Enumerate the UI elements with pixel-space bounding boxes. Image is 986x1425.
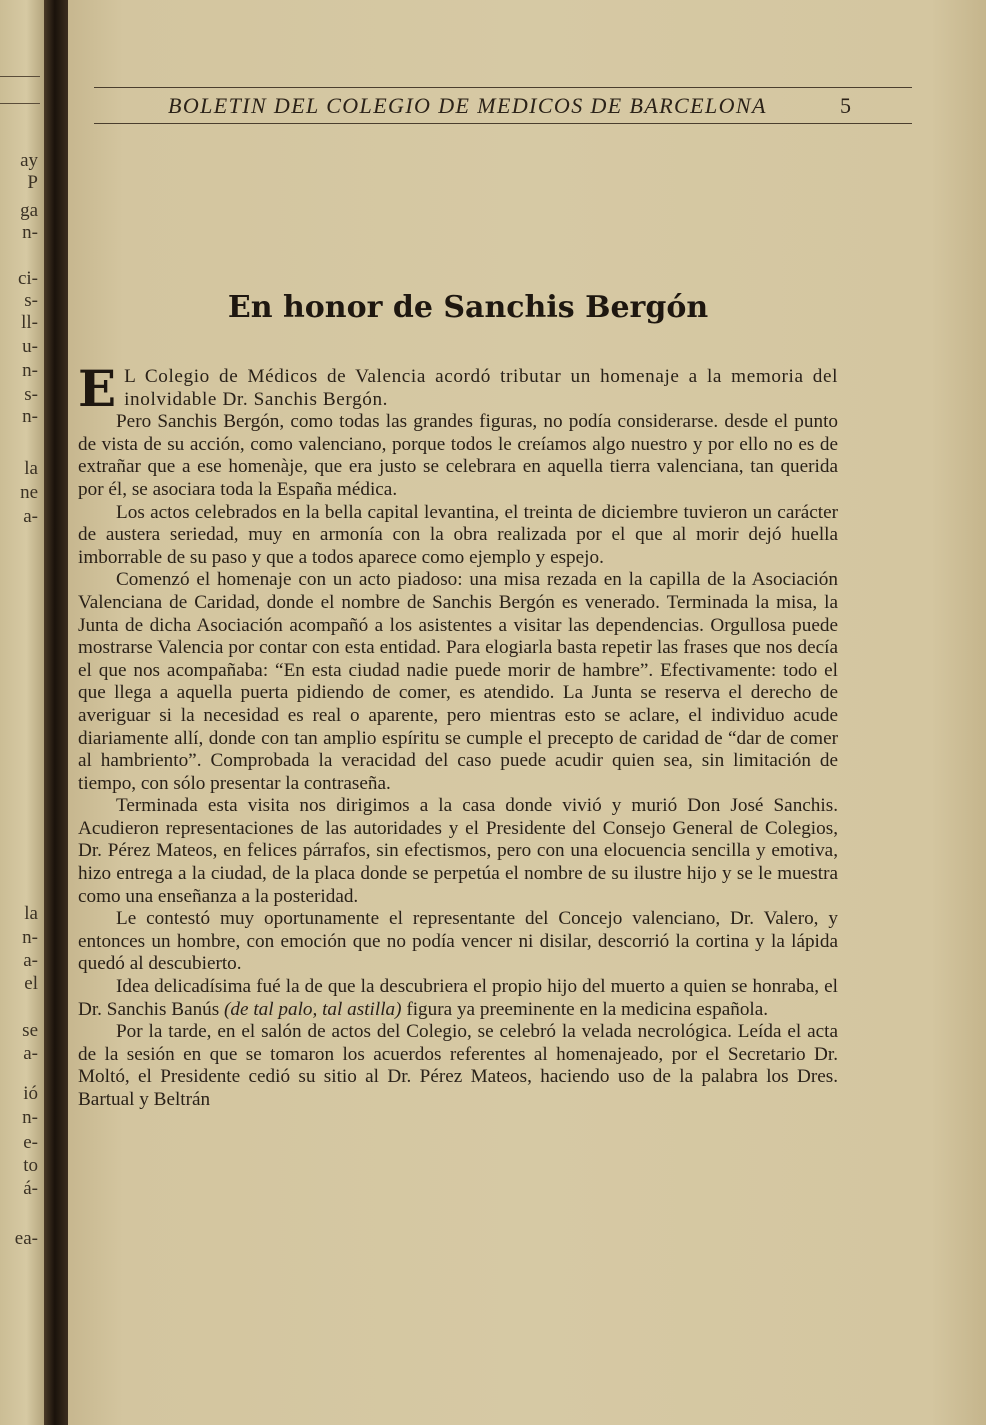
- adjacent-page-fragment: ga: [20, 200, 38, 221]
- header-rule-bottom: [94, 123, 912, 124]
- adjacent-page-fragment: s-: [24, 290, 38, 311]
- page-number: 5: [840, 93, 851, 118]
- adjacent-page-fragment: to: [23, 1155, 38, 1176]
- adjacent-page-fragment: a-: [23, 506, 38, 527]
- adjacent-page-fragment: se: [22, 1020, 38, 1041]
- adjacent-page-fragment: ay: [20, 150, 38, 171]
- adjacent-page-fragment: n-: [22, 360, 38, 381]
- adjacent-page-fragment: á-: [23, 1178, 38, 1199]
- drop-cap: E: [78, 359, 117, 418]
- running-header: [68, 93, 986, 119]
- lead-paragraph: [78, 359, 838, 418]
- adjacent-page-fragment: ll-: [21, 312, 38, 333]
- adjacent-page-fragment: u-: [22, 336, 38, 357]
- paragraph-text: figura ya preeminente en la medicina española.: [401, 998, 769, 1020]
- italic-phrase: (de tal palo, tal astilla): [224, 998, 402, 1020]
- adjacent-page-fragment: el: [24, 973, 38, 994]
- header-rule-top: [94, 87, 912, 88]
- adjacent-page-fragment: ne: [20, 482, 38, 503]
- adjacent-page-fragment: P: [27, 172, 38, 193]
- paragraph-text: Idea delicadísima fué la de que la descubriera el propio hijo del muerto a quien se honraba, el Dr. Sanchis Banús: [78, 976, 838, 1020]
- book-gutter: [44, 0, 68, 1425]
- adjacent-page-fragment: n-: [22, 1107, 38, 1128]
- paragraph: Por la tarde, en el salón de actos del Colegio, se celebró la velada necrológica. Leída el acta de la sesión en que se tomaron los acuerdos referentes al homenajeado, por el Secretario Dr. Moltó, el Presidente cedió su sitio al Dr. Pérez Mateos, haciendo uso de la palabra los Dres. Bartual y Beltrán: [78, 1021, 838, 1110]
- adjacent-page-fragment: n-: [22, 927, 38, 948]
- journal-title: BOLETIN DEL COLEGIO DE MEDICOS DE BARCELONA: [168, 93, 767, 118]
- adjacent-page-fragment: a-: [23, 950, 38, 971]
- adjacent-page-fragment: ió: [23, 1083, 38, 1104]
- adjacent-page-fragment: n-: [22, 222, 38, 243]
- adjacent-page-rule: [0, 76, 40, 77]
- paragraph: Terminada esta visita nos dirigimos a la casa donde vivió y murió Don José Sanchis. Acudieron representaciones de las autoridades y el Presidente del Consejo General de Colegios, Dr. Pérez Mateos, en felices párrafos, sin efectismos, pero con una elocuencia sencilla y emotiva, hizo entrega a la ciudad, de la placa donde se perpetúa el nombre de su ilustre hijo y se le muestra como una enseñanza a la posteridad.: [78, 795, 838, 907]
- adjacent-page-fragment: la: [24, 458, 38, 479]
- article-title: En honor de Sanchis Bergón: [227, 290, 709, 325]
- paragraph: Comenzó el homenaje con un acto piadoso: una misa rezada en la capilla de la Asociación Valenciana de Caridad, donde el nombre de Sanchis Bergón es venerado. Terminada la misa, la Junta de dicha Asociación acompañó a los asistentes a visitar las dependencias. Orgullosa puede mostrarse Valencia por contar con esta entidad. Para elogiarla basta repetir las frases que nos decía el que nos acompañaba: “En esta ciudad nadie puede morir de hambre”. Efectivamente: todo el que llega a aquella puerta pidiendo de comer, es atendido. La Junta se reserva el derecho de averiguar si la necesidad es real o aparente, pero mientras esto se aclare, el individuo acude diariamente allí, donde con tan amplio espíritu se cumple el precepto de caridad de “dar de comer al hambriento”. Comprobada la veracidad del caso puede acudir quien sea, sin limitación de tiempo, con sólo presentar la contraseña.: [78, 569, 838, 794]
- paragraph: [78, 976, 838, 1021]
- paragraph: Pero Sanchis Bergón, como todas las grandes figuras, no podía considerarse. desde el punto de vista de su acción, como valenciano, porque todos le creíamos algo nuestro y por ello no es de extrañar que a ese homenàje, que era justo se celebrara en aquella tierra valenciana, tan querida por él, se asociara toda la España médica.: [78, 411, 838, 500]
- adjacent-page-fragment: n-: [22, 406, 38, 427]
- adjacent-page-fragment: e-: [23, 1132, 38, 1153]
- adjacent-page-fragment: ea-: [14, 1228, 38, 1249]
- lead-text: L Colegio de Médicos de Valencia acordó tributar un homenaje a la memoria del inolvidable Dr. Sanchis Bergón.: [124, 366, 838, 410]
- adjacent-page-rule: [0, 103, 40, 104]
- paragraph: Le contestó muy oportunamente el representante del Concejo valenciano, Dr. Valero, y entonces un hombre, con emoción que no podía vencer ni disilar, descorrió la cortina y la lápida quedó al descubierto.: [78, 908, 838, 975]
- adjacent-page-edge: [0, 0, 44, 1425]
- adjacent-page-fragment: a-: [23, 1043, 38, 1064]
- adjacent-page-fragment: ci-: [17, 268, 38, 289]
- document-page: [68, 0, 986, 1425]
- article-body: [78, 359, 838, 1112]
- adjacent-page-fragment: la: [24, 903, 38, 924]
- adjacent-page-fragment: s-: [24, 384, 38, 405]
- paragraph: Los actos celebrados en la bella capital levantina, el treinta de diciembre tuvieron un carácter de austera seriedad, muy en armonía con la obra realizada por el que al morir dejó huella imborrable de su paso y que a todos aparece como ejemplo y espejo.: [78, 501, 838, 568]
